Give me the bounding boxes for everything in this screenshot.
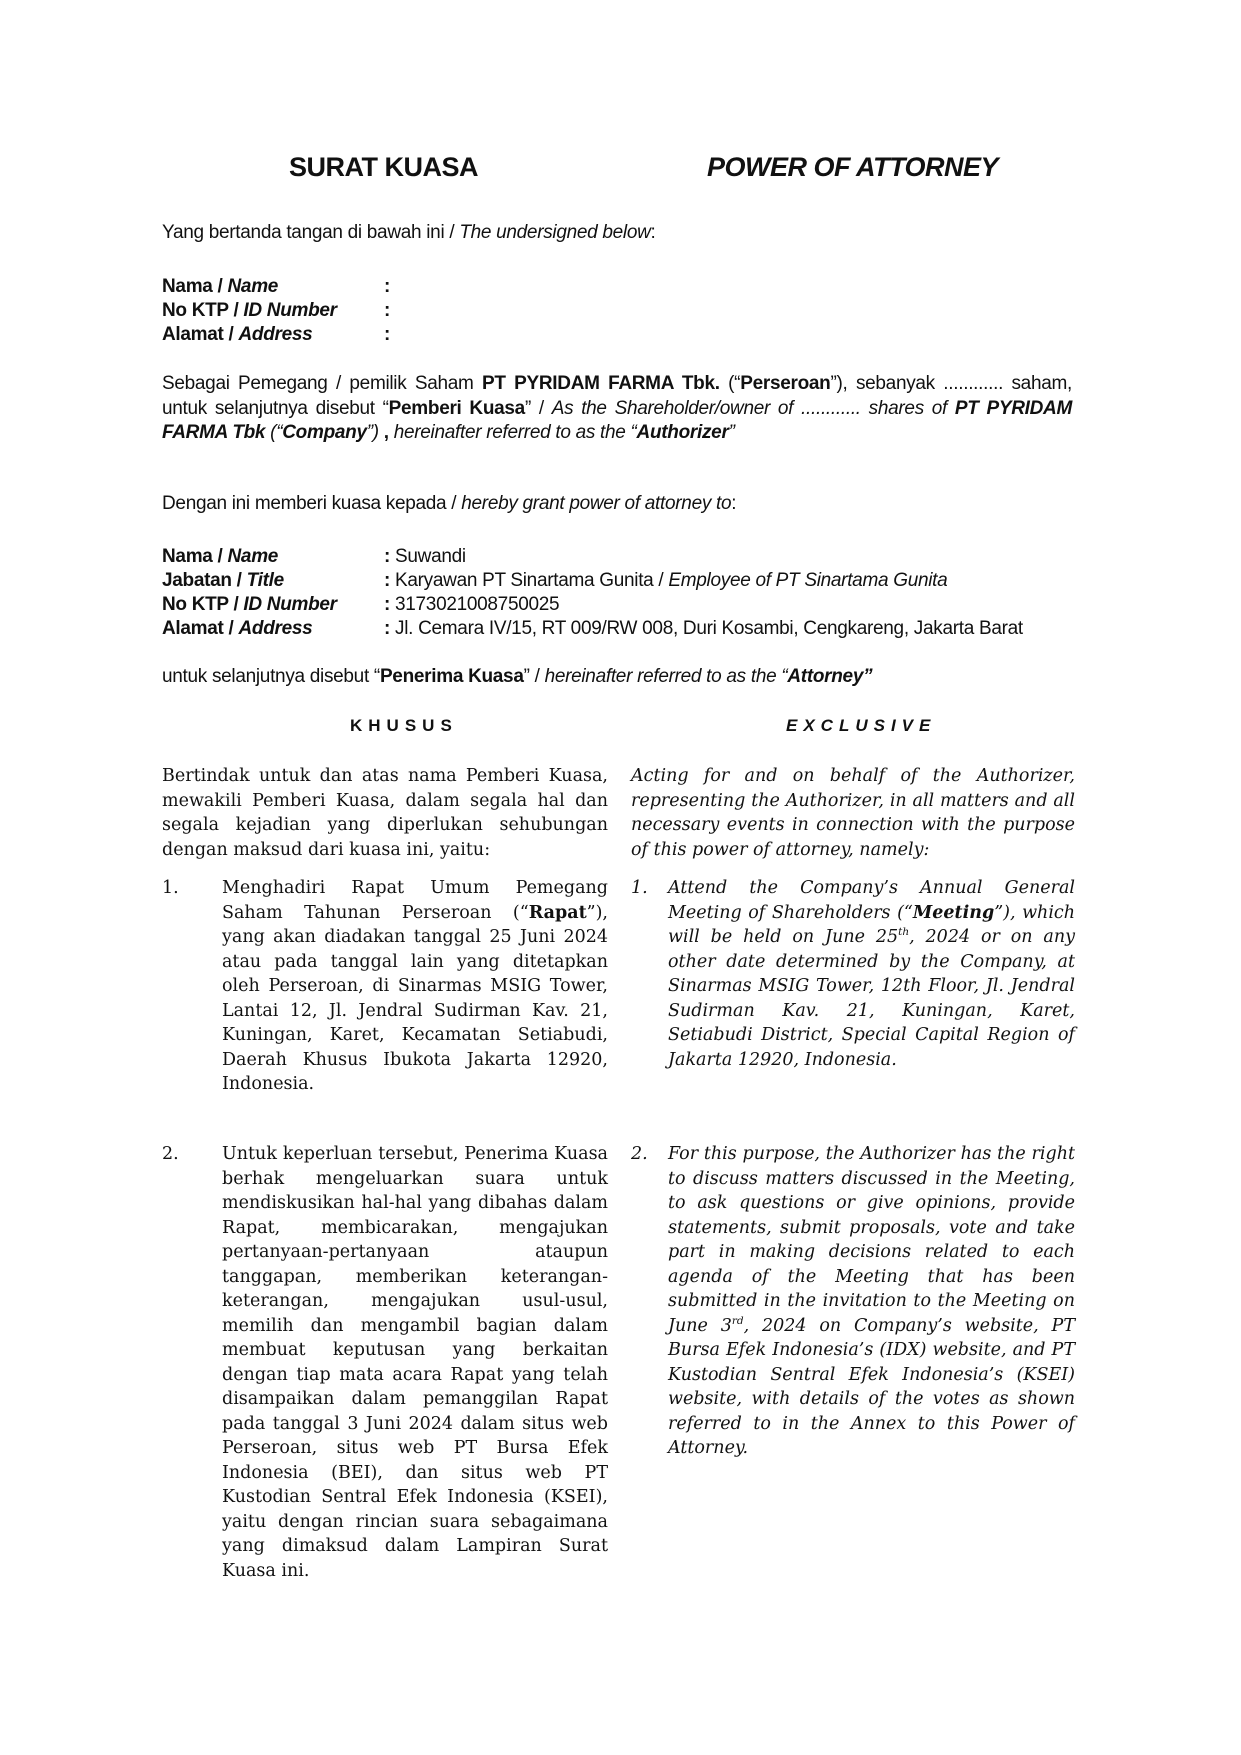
attorney-address-value: : Jl. Cemara IV/15, RT 009/RW 008, Duri Kosambi, Cengkareng, Jakarta Barat xyxy=(384,618,1023,639)
attorney-name-label: Nama / Name xyxy=(162,546,279,567)
item-1-text-en: Attend the Company’s Annual General Meeting of Shareholders (“Meeting”), which will be held on June 25th, 2024 or on any other date determined by the Company, at Sinarmas MSIG Tower, 12th Floor, Jl. Jendral Sudirman Kav. 21, Kuningan, Karet, Setiabudi District, Special Capital Region of Jakarta 12920, Indonesia. xyxy=(668,878,1076,1070)
grantor-name-value[interactable]: : xyxy=(384,276,391,297)
grant-line: Dengan ini memberi kuasa kepada / hereby grant power of attorney to: xyxy=(162,493,737,514)
intro-colon: : xyxy=(650,222,656,243)
attorney-title-label: Jabatan / Title xyxy=(162,570,284,591)
item-2-text-en: For this purpose, the Authorizer has the right to discuss matters discussed in the Meeting, to ask questions or give opinions, provide statements, submit proposals, vote and take part in making decisions related to each agenda of the Meeting that has been submitted in the invitation to the Meeting on June 3rd, 2024 on Company’s website, PT Bursa Efek Indonesia’s (IDX) website, and PT Kustodian Sentral Efek Indonesia’s (KSEI) website, with details of the votes as shown referred to in the Annex to this Power of Attorney. xyxy=(668,1144,1075,1458)
attorney-id-value: : 3173021008750025 xyxy=(384,594,560,615)
grantor-id-label: No KTP / ID Number xyxy=(162,300,337,321)
grantor-name-label: Nama / Name xyxy=(162,276,279,297)
lead-paragraph-id: Bertindak untuk dan atas nama Pemberi Kuasa, mewakili Pemberi Kuasa, dalam segala hal dan segala kejadian yang diperlukan sehubungan dengan maksud dari kuasa ini, yaitu: xyxy=(162,766,608,860)
attorney-id-label: No KTP / ID Number xyxy=(162,594,337,615)
item-2-number-en: 2. xyxy=(631,1144,648,1164)
section-heading-khusus: KHUSUS xyxy=(350,716,458,735)
item-1-number-en: 1. xyxy=(631,878,648,898)
intro-line xyxy=(162,222,656,244)
grantor-address-label: Alamat / Address xyxy=(162,324,313,345)
grantor-id-value[interactable]: : xyxy=(384,300,391,321)
item-2-number-id: 2. xyxy=(162,1144,179,1164)
grantor-address-value[interactable]: : xyxy=(384,324,391,345)
company-name: PT PYRIDAM FARMA Tbk. xyxy=(482,373,720,394)
title-indonesian: SURAT KUASA xyxy=(289,152,478,182)
attorney-name-value: : Suwandi xyxy=(384,546,466,567)
shareholder-paragraph: Sebagai Pemegang / pemilik Saham PT PYRIDAM FARMA Tbk. (“Perseroan”), sebanyak ............ saham, untuk selanjutnya disebut “Pemberi Kuasa” / As the Shareholder/owner of ............ shares of PT PYRIDAM FARMA Tbk (“Company”) , hereinafter referred to as the “Authorizer” xyxy=(162,373,1072,443)
attorney-address-label: Alamat / Address xyxy=(162,618,313,639)
item-2-text-id: Untuk keperluan tersebut, Penerima Kuasa berhak mengeluarkan suara untuk mendiskusikan hal-hal yang dibahas dalam Rapat, membicarakan, mengajukan pertanyaan-pertanyaan ataupun tanggapan, memberikan keterangan-keterangan, mengajukan usul-usul, memilih dan mengambil bagian dalam membuat keputusan yang berkaitan dengan tiap mata acara Rapat yang telah disampaikan dalam pemanggilan Rapat pada tanggal 3 Juni 2024 dalam situs web Perseroan, situs web PT Bursa Efek Indonesia (BEI), dan situs web PT Kustodian Sentral Efek Indonesia (KSEI), yaitu dengan rincian suara sebagaimana yang dimaksud dalam Lampiran Surat Kuasa ini. xyxy=(222,1144,608,1581)
title-english: POWER OF ATTORNEY xyxy=(707,152,999,182)
attorney-title-value: : Karyawan PT Sinartama Gunita / Employee of PT Sinartama Gunita xyxy=(384,570,948,591)
intro-en: The undersigned below xyxy=(459,222,651,243)
intro-id: Yang bertanda tangan di bawah ini / xyxy=(162,222,460,243)
item-1-number-id: 1. xyxy=(162,878,179,898)
section-heading-exclusive: EXCLUSIVE xyxy=(786,716,937,735)
attorney-reference-line: untuk selanjutnya disebut “Penerima Kuasa” / hereinafter referred to as the “Attorney” xyxy=(162,666,873,687)
lead-paragraph-en: Acting for and on behalf of the Authorizer, representing the Authorizer, in all matters and all necessary events in connection with the purpose of this power of attorney, namely: xyxy=(631,766,1075,860)
item-1-text-id: Menghadiri Rapat Umum Pemegang Saham Tahunan Perseroan (“Rapat”), yang akan diadakan tanggal 25 Juni 2024 atau pada tanggal lain yang ditetapkan oleh Perseroan, di Sinarmas MSIG Tower, Lantai 12, Jl. Jendral Sudirman Kav. 21, Kuningan, Karet, Kecamatan Setiabudi, Daerah Khusus Ibukota Jakarta 12920, Indonesia. xyxy=(222,878,608,1094)
